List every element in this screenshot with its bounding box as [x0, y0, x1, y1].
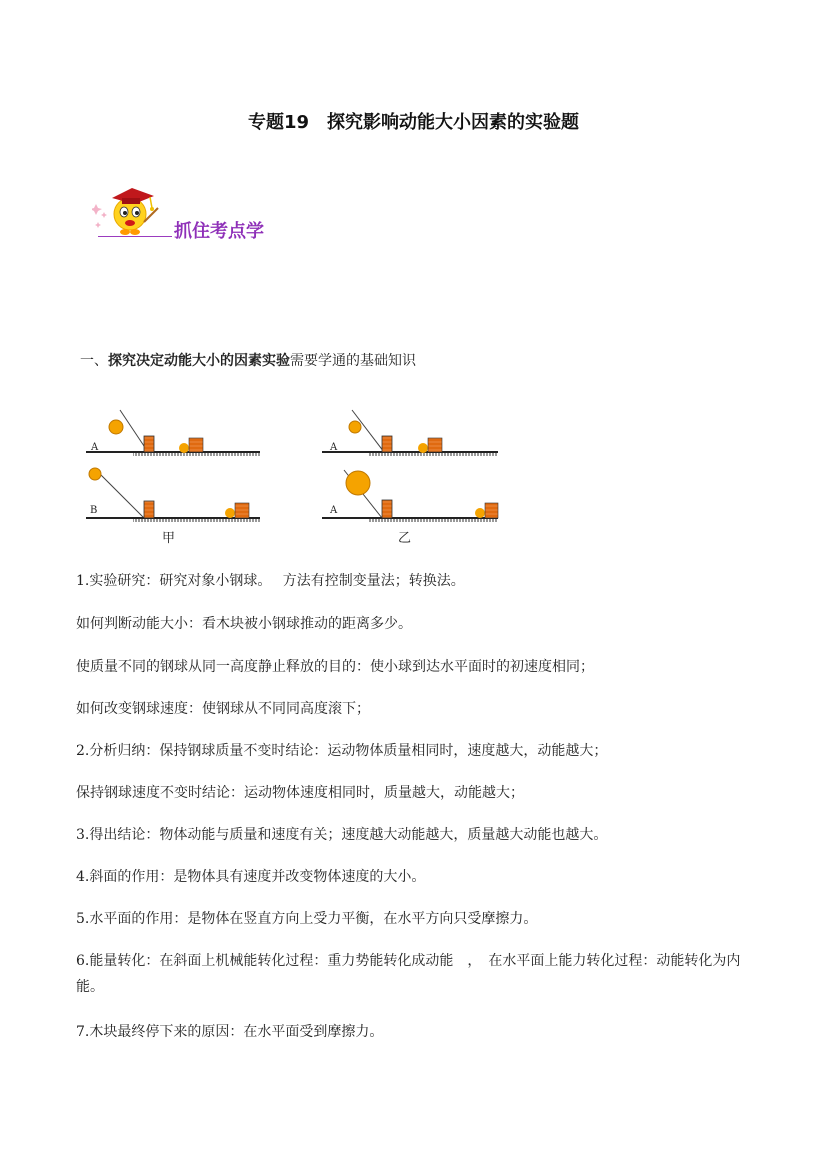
panel-top-right	[322, 410, 498, 456]
paragraph-5: 2.分析归纳：保持钢球质量不变时结论：运动物体质量相同时，速度越大，动能越大；	[76, 743, 608, 759]
wood-block	[144, 501, 154, 518]
graduate-smiley-icon	[92, 178, 164, 240]
paragraph-3: 使质量不同的钢球从同一高度静止释放的目的：使小球到达水平面时的初速度相同；	[76, 659, 594, 675]
ramp-label-a: A	[330, 505, 338, 516]
caption-yi: 乙	[398, 531, 412, 546]
page-title: 专题19 探究影响动能大小因素的实验题	[247, 112, 580, 133]
paragraph-2: 如何判断动能大小：看木块被小钢球推动的距离多少。	[76, 616, 412, 632]
steel-ball	[89, 468, 101, 480]
ramp-label-a: A	[330, 442, 338, 453]
paragraph-11: 7.木块最终停下来的原因：在水平面受到摩擦力。	[76, 1024, 384, 1040]
paragraph-6: 保持钢球速度不变时结论：运动物体速度相同时，质量越大，动能越大；	[76, 785, 524, 801]
paragraph-1: 1.实验研究：研究对象小钢球。 方法有控制变量法；转换法。	[76, 573, 465, 589]
section-label: 抓住考点学	[174, 221, 264, 242]
large-steel-ball	[346, 471, 370, 495]
experiment-figure	[78, 408, 518, 548]
ramp-label-a: A	[91, 442, 99, 453]
panel-bottom-right	[322, 470, 498, 522]
heading-number: 一、	[80, 353, 108, 369]
caption-jia: 甲	[162, 531, 176, 546]
paragraph-10: 6.能量转化：在斜面上机械能转化过程：重力势能转化成动能 ， 在水平面上能力转化过程：动能转化为内能。	[76, 953, 741, 995]
steel-ball	[109, 420, 123, 434]
paragraph-7: 3.得出结论：物体动能与质量和速度有关；速度越大动能越大，质量越大动能也越大。	[76, 827, 608, 843]
section-underline	[98, 236, 172, 237]
wood-block	[382, 436, 392, 452]
panel-top-left	[86, 410, 260, 456]
ramp-label-b: B	[90, 505, 98, 516]
steel-ball	[349, 421, 361, 433]
paragraph-9: 5.水平面的作用：是物体在竖直方向上受力平衡，在水平方向只受摩擦力。	[76, 911, 538, 927]
wood-block	[144, 436, 154, 452]
panel-bottom-left	[86, 468, 260, 522]
paragraph-4: 如何改变钢球速度：使钢球从不同同高度滚下；	[76, 701, 370, 717]
heading-normal-text: 需要学通的基础知识	[290, 353, 416, 369]
wood-block	[382, 500, 392, 518]
section-heading	[80, 350, 416, 370]
heading-bold-text: 探究决定动能大小的因素实验	[108, 353, 290, 369]
paragraph-8: 4.斜面的作用：是物体具有速度并改变物体速度的大小。	[76, 869, 426, 885]
